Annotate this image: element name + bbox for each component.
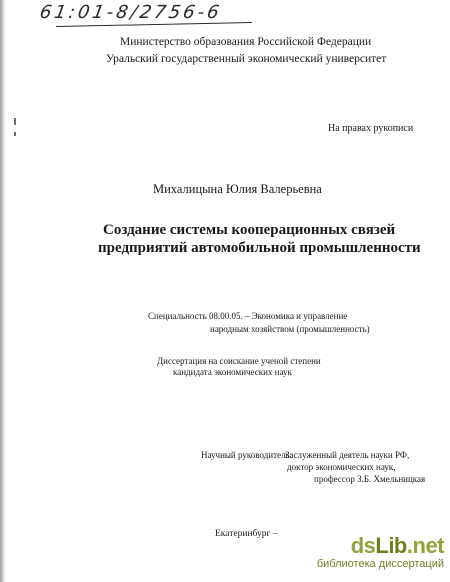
scan-speck: [14, 132, 16, 136]
ministry-name: Министерство образования Российской Федерации: [120, 36, 372, 48]
university-name: Уральский государственный экономический университет: [106, 53, 387, 65]
advisor-label: Научный руководитель:: [201, 450, 293, 460]
advisor-line-3: профессор З.Б. Хмельницкая: [314, 474, 426, 484]
dslib-subtitle: библиотека диссертаций: [316, 558, 444, 570]
manuscript-rights-note: На правах рукописи: [328, 123, 414, 134]
scan-edge-shadow: [0, 0, 6, 582]
specialty-line-2: народным хозяйством (промышленность): [210, 324, 370, 334]
thesis-title-line-2: предприятий автомобильной промышленности: [98, 240, 421, 256]
degree-line-2: кандидата экономических наук: [173, 367, 292, 377]
degree-line-1: Диссертация на соискание ученой степени: [157, 356, 321, 366]
advisor-line-2: доктор экономических наук,: [287, 462, 396, 472]
author-name: Михалицына Юлия Валерьевна: [153, 182, 322, 196]
dslib-watermark[interactable]: [316, 533, 446, 579]
advisor-line-1: Заслуженный деятель науки РФ,: [285, 450, 410, 460]
city-year: Екатеринбург –: [215, 529, 278, 539]
scan-speck: [14, 118, 16, 125]
thesis-title-line-1: Создание системы кооперационных связей: [103, 222, 396, 238]
specialty-line-1: Специальность 08.00.05. – Экономика и управление: [148, 311, 348, 321]
dslib-logo: dsLib.net: [350, 533, 444, 558]
handwritten-archive-number: 61:01-8/2756-6: [38, 2, 224, 23]
